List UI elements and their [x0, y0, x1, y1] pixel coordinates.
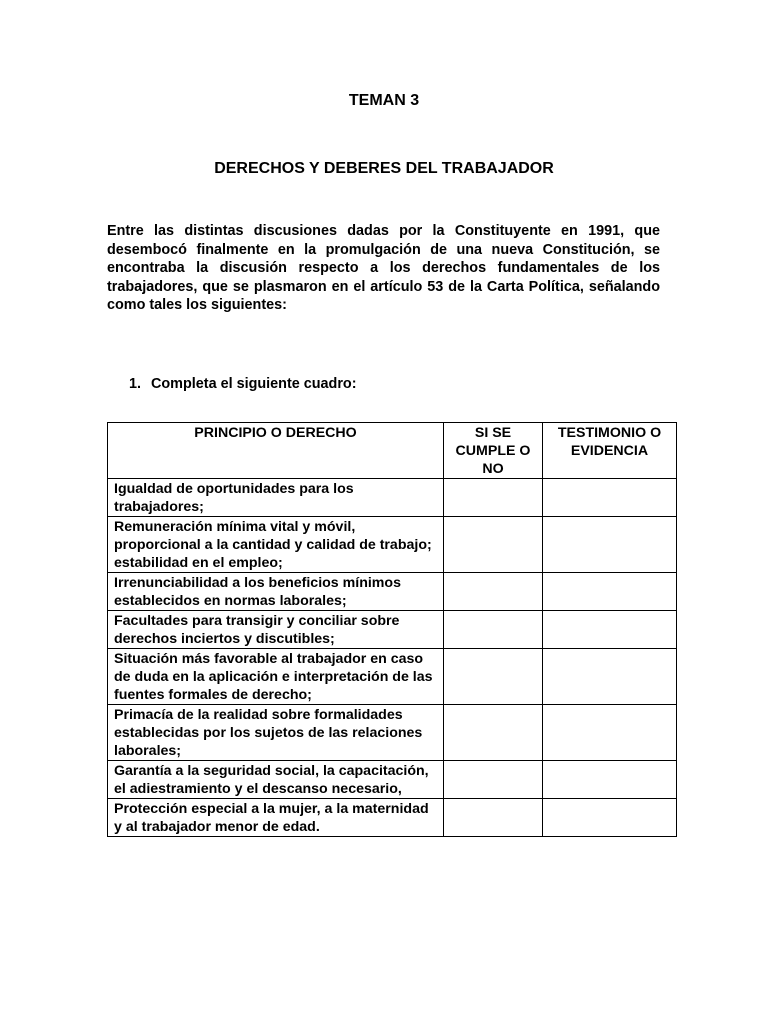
header-cumple: SI SE CUMPLE O NO	[444, 423, 543, 479]
table-row	[108, 705, 677, 761]
instruction-number: 1.	[129, 376, 142, 392]
instruction-text: Completa el siguiente cuadro:	[151, 376, 357, 392]
cell-principio: Situación más favorable al trabajador en caso de duda en la aplicación e interpretación de las fuentes formales de derecho;	[108, 649, 444, 705]
cell-testimonio[interactable]	[543, 611, 677, 649]
cell-cumple[interactable]	[444, 517, 543, 573]
cell-cumple[interactable]	[444, 761, 543, 799]
table-row	[108, 573, 677, 611]
cell-testimonio[interactable]	[543, 517, 677, 573]
cell-principio: Igualdad de oportunidades para los trabajadores;	[108, 479, 444, 517]
cell-testimonio[interactable]	[543, 573, 677, 611]
rights-table	[107, 422, 677, 837]
table-row	[108, 611, 677, 649]
cell-principio: Remuneración mínima vital y móvil, proporcional a la cantidad y calidad de trabajo; estabilidad en el empleo;	[108, 517, 444, 573]
table-row	[108, 649, 677, 705]
cell-cumple[interactable]	[444, 705, 543, 761]
cell-principio: Primacía de la realidad sobre formalidades establecidas por los sujetos de las relaciones laborales;	[108, 705, 444, 761]
header-testimonio: TESTIMONIO O EVIDENCIA	[543, 423, 677, 479]
cell-principio: Facultades para transigir y conciliar sobre derechos inciertos y discutibles;	[108, 611, 444, 649]
cell-cumple[interactable]	[444, 611, 543, 649]
cell-cumple[interactable]	[444, 573, 543, 611]
cell-principio: Protección especial a la mujer, a la maternidad y al trabajador menor de edad.	[108, 799, 444, 837]
document-subtitle: DERECHOS Y DEBERES DEL TRABAJADOR	[214, 160, 554, 177]
table-row	[108, 517, 677, 573]
cell-principio: Irrenunciabilidad a los beneficios mínimos establecidos en normas laborales;	[108, 573, 444, 611]
table-row	[108, 761, 677, 799]
cell-cumple[interactable]	[444, 799, 543, 837]
table-row	[108, 799, 677, 837]
intro-paragraph: Entre las distintas discusiones dadas por la Constituyente en 1991, que desembocó finalmente en la promulgación de una nueva Constitución, se encontraba la discusión respecto a los derechos fundamentales de los trabajadores, que se plasmaron en el artículo 53 de la Carta Política, señalando como tales los siguientes:	[107, 223, 660, 313]
cell-cumple[interactable]	[444, 649, 543, 705]
cell-testimonio[interactable]	[543, 649, 677, 705]
instruction-item	[129, 376, 357, 392]
cell-cumple[interactable]	[444, 479, 543, 517]
cell-testimonio[interactable]	[543, 705, 677, 761]
table-header-row	[108, 423, 677, 479]
header-principio: PRINCIPIO O DERECHO	[108, 423, 444, 479]
cell-principio: Garantía a la seguridad social, la capacitación, el adiestramiento y el descanso necesario,	[108, 761, 444, 799]
cell-testimonio[interactable]	[543, 799, 677, 837]
cell-testimonio[interactable]	[543, 479, 677, 517]
document-title: TEMAN 3	[348, 92, 420, 109]
cell-testimonio[interactable]	[543, 761, 677, 799]
table-row	[108, 479, 677, 517]
